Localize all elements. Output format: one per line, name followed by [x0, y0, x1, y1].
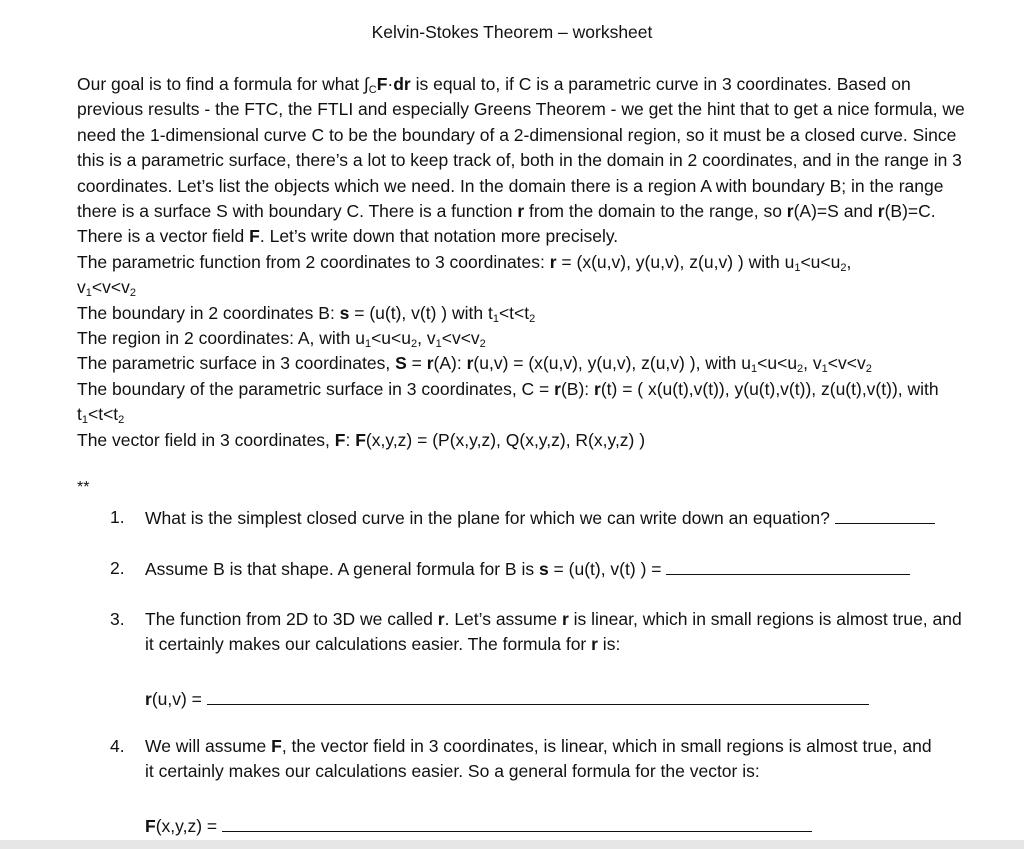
answer-blank-4[interactable]	[222, 813, 812, 832]
question-number: 1.	[110, 507, 125, 527]
surface-boundary-line: The boundary of the parametric surface in 3 coordinates, C = r(B): r(t) = ( x(u(t),v(t)), y(u(t),v(t)), z(u(t),v(t)), with $t_1<t<t_2$	[77, 378, 939, 427]
question-number: 3.	[110, 609, 125, 629]
intro-paragraph: Our goal is to find a formula for what $\int_CF\cdot dr$ is equal to, if C is a parametric curve in 3 coordinates. Based on previous results - the FTC, the FTLI and especially Greens Theorem - we get the hint that to get a nice formula, we need the 1-dimensional curve C to be the boundary of a 2-dimensional region, so it must be a closed curve. Since this is a parametric surface, there’s a lot to keep track of, both in the domain in 2 coordinates, and in the range in 3 coordinates. Let’s list the objects which we need. In the domain there is a region A with boundary B; in the range there is a surface S with boundary C. There is a function r from the domain to the range, so r(A)=S and r(B)=C. There is a vector field F. Let’s write down that notation more precisely.	[77, 74, 965, 247]
question-number: 4.	[110, 736, 125, 756]
answer-blank-3[interactable]	[207, 686, 869, 705]
question-text: What is the simplest closed curve in the plane for which we can write down an equation?	[145, 508, 830, 528]
parametric-function-line: The parametric function from 2 coordinates to 3 coordinates: r = (x(u,v), y(u,v), z(u,v) ) with $u_1<u<u_2$, $v_1<v<v_2$	[77, 251, 852, 300]
page-bottom-edge	[0, 840, 1024, 849]
question-4-formula: F(x,y,z) =	[145, 813, 812, 837]
question-3-formula: r(u,v) =	[145, 686, 869, 710]
answer-blank-1[interactable]	[835, 505, 935, 524]
question-number: 2.	[110, 558, 125, 578]
answer-blank-2[interactable]	[666, 556, 910, 575]
parametric-surface-line: The parametric surface in 3 coordinates, S = r(A): r(u,v) = (x(u,v), y(u,v), z(u,v) ), with $u_1<u<u_2$, $v_1<v<v_2$	[77, 353, 872, 376]
boundary-2d-line: The boundary in 2 coordinates B: s = (u(t), v(t) ) with $t_1<t<t_2$	[77, 302, 536, 325]
vector-field-line: The vector field in 3 coordinates, F: F(x,y,z) = (P(x,y,z), Q(x,y,z), R(x,y,z) )	[77, 429, 646, 450]
worksheet-title: Kelvin-Stokes Theorem – worksheet	[371, 22, 653, 42]
worksheet-page: Kelvin-Stokes Theorem – worksheet Our goal is to find a formula for what $\int_CF\cdot dr$ is equal to, if C is a parametric curve in 3 coordinates. Based on previous results - the FTC, the FTLI and especially Greens Theorem - we get the hint that to get a nice formula, we need the 1-dimensional curve C to be the boundary of a 2-dimensional region, so it must be a closed curve. Since this is a parametric surface, there’s a lot to keep track of, both in the domain in 2 coordinates, and in the range in 3 coordinates. Let’s list the objects which we need. In the domain there is a region A with boundary B; in the range there is a surface S with boundary C. There is a function r from the domain to the range, so r(A)=S and r(B)=C. There is a vector field F. Let’s write down that notation more precisely. The parametric function from 2 coordinates to 3 coordinates: r = (x(u,v), y(u,v), z(u,v) ) with $u_1<u<u_2$, $v_1<v<v_2$ The boundary in 2 coordinates B: s = (u(t), v(t) ) with $t_1<t<t_2$ The region in 2 coordinates: A, with $u_1<u<u_2$, $v_1<v<v_2$ The parametric surface in 3 coordinates, S = r(A): r(u,v) = (x(u,v), y(u,v), z(u,v) ), with $u_1<u<u_2$, $v_1<v<v_2$ The boundary of the parametric surface in 3 coordinates, C = r(B): r(t) = ( x(u(t),v(t)), y(u(t),v(t)), z(u(t),v(t)), with $t_1<t<t_2$ The vector field in 3 coordinates, F: F(x,y,z) = (P(x,y,z), Q(x,y,z), R(x,y,z) ) ** 1. What is the simplest closed curve in the plane for which we can write down an equation? 2. Assume B is that shape. A general formula for B is s = (u(t), v(t) ) = 3. The function from 2D to 3D we called r. Let’s assume r is linear, which in small regions is almost true, and it certainly makes our calculations easier. The formula for r is: r(u,v) = 4. We will assume F, the vector field in 3 coordinates, is linear, which in small regions is almost true, and it certainly makes our calculations easier. So a general formula for the vector is: F(x,y,z) =	[0, 0, 1024, 849]
intro-section	[77, 72, 977, 453]
section-separator: **	[77, 479, 90, 496]
region-2d-line: The region in 2 coordinates: A, with $u_1<u<u_2$, $v_1<v<v_2$	[77, 328, 486, 351]
